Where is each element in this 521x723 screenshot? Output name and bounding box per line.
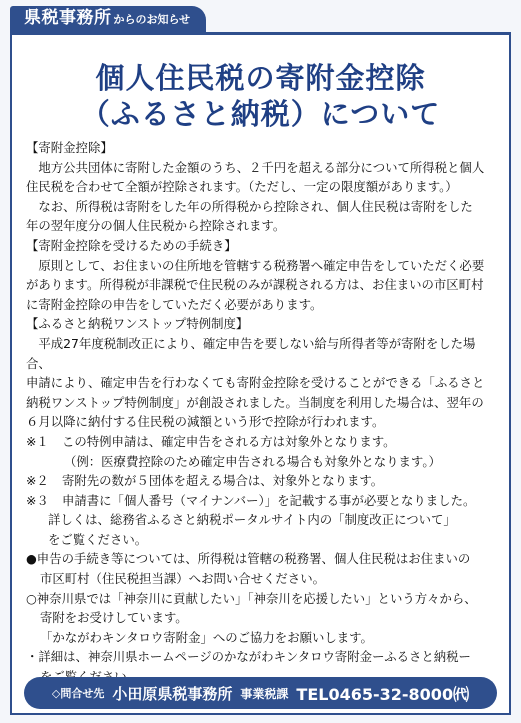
- paragraph: に寄附金控除の申告をしていただく必要があります。: [26, 296, 323, 312]
- title-line-2: （ふるさと納税）について: [80, 97, 441, 131]
- note-mark: ※２: [26, 473, 49, 489]
- header-tab: [10, 6, 206, 32]
- paragraph: 住民税を合わせて全額が控除されます。（ただし、一定の限度額があります。）: [26, 179, 458, 195]
- note-mark: ※１: [26, 433, 49, 449]
- contact-label: ◇問合せ先: [51, 687, 105, 700]
- contact-bullet-cont: 「かながわキンタロウ寄附金」へのご協力をお願いします。: [40, 629, 373, 645]
- contact-bullet: ○神奈川県では「神奈川に貢献したい」「神奈川を応援したい」という方々から、: [26, 590, 477, 606]
- note-1-example: （例：医療費控除のため確定申告される場合も対象外となります。）: [64, 453, 441, 469]
- header-subtitle: からのお知らせ: [113, 13, 191, 26]
- title-line-1: 個人住民税の寄附金控除: [95, 61, 426, 95]
- note-2: [26, 471, 495, 491]
- note-text: 申請書に「個人番号（マイナンバー）」を記載する事が必要となりました。: [62, 492, 476, 508]
- paragraph: 申請により、確定申告を行わなくても寄附金控除を受けることができる「ふるさと: [26, 375, 485, 391]
- office-name: 小田原県税事務所: [112, 684, 233, 703]
- note-1: [26, 432, 495, 452]
- paragraph: 納税ワンストップ特例制度」が創設されました。当制度を利用した場合は、翌年の: [26, 394, 484, 410]
- note-3-detail: をご覧ください。: [48, 531, 148, 547]
- note-3-detail: 詳しくは、総務省ふるさと納税ポータルサイト内の「制度改正について」: [48, 512, 456, 528]
- note-mark: ※３: [26, 492, 49, 508]
- contact-bullet-cont: 寄附をお受けしています。: [40, 610, 188, 626]
- notice-body: [26, 138, 495, 687]
- paragraph: 地方公共団体に寄附した金額のうち、２千円を超える部分について所得税と個人: [38, 159, 485, 175]
- header-title: 県税事務所: [24, 8, 112, 28]
- paragraph: 平成27年度税制改正により、確定申告を要しない給与所得者等が寄附をした場合、: [26, 335, 476, 371]
- note-3: [26, 491, 495, 511]
- note-text: 寄附先の数が５団体を超える場合は、対象外となります。: [62, 473, 384, 489]
- section-heading-tetsuzuki: 【寄附金控除を受けるための手続き】: [26, 237, 237, 253]
- phone-number: TEL0465-32-8000㈹: [296, 684, 470, 704]
- contact-bullet: ●申告の手続き等については、所得税は管轄の税務署、個人住民税はお住まいの: [26, 551, 471, 567]
- paragraph: 年の翌年度分の個人住民税から控除されます。: [26, 218, 286, 234]
- paragraph: なお、所得税は寄附をした年の所得税から控除され、個人住民税は寄附をした: [38, 198, 473, 214]
- contact-bullet-cont: 市区町村（住民税担当課）へお問い合せください。: [40, 571, 325, 587]
- paragraph: 原則として、お住まいの住所地を管轄する税務署へ確定申告をしていただく必要: [38, 257, 485, 273]
- section-heading-onestop: 【ふるさと納税ワンストップ特例制度】: [26, 316, 249, 332]
- section-heading-kifukin: 【寄附金控除】: [26, 140, 113, 155]
- section-name: 事業税課: [240, 686, 289, 701]
- note-text: この特例申請は、確定申告をされる方は対象外となります。: [62, 433, 396, 449]
- contact-footer: [24, 677, 497, 709]
- paragraph: ６月以降に納付する住民税の減額という形で控除が行われます。: [26, 414, 385, 430]
- paragraph: があります。所得税が非課税で住民税のみが課税される方は、お住まいの市区町村: [26, 277, 484, 293]
- contact-bullet: ・詳細は、神奈川県ホームページのかながわキンタロウ寄附金ーふるさと納税ー: [26, 649, 471, 665]
